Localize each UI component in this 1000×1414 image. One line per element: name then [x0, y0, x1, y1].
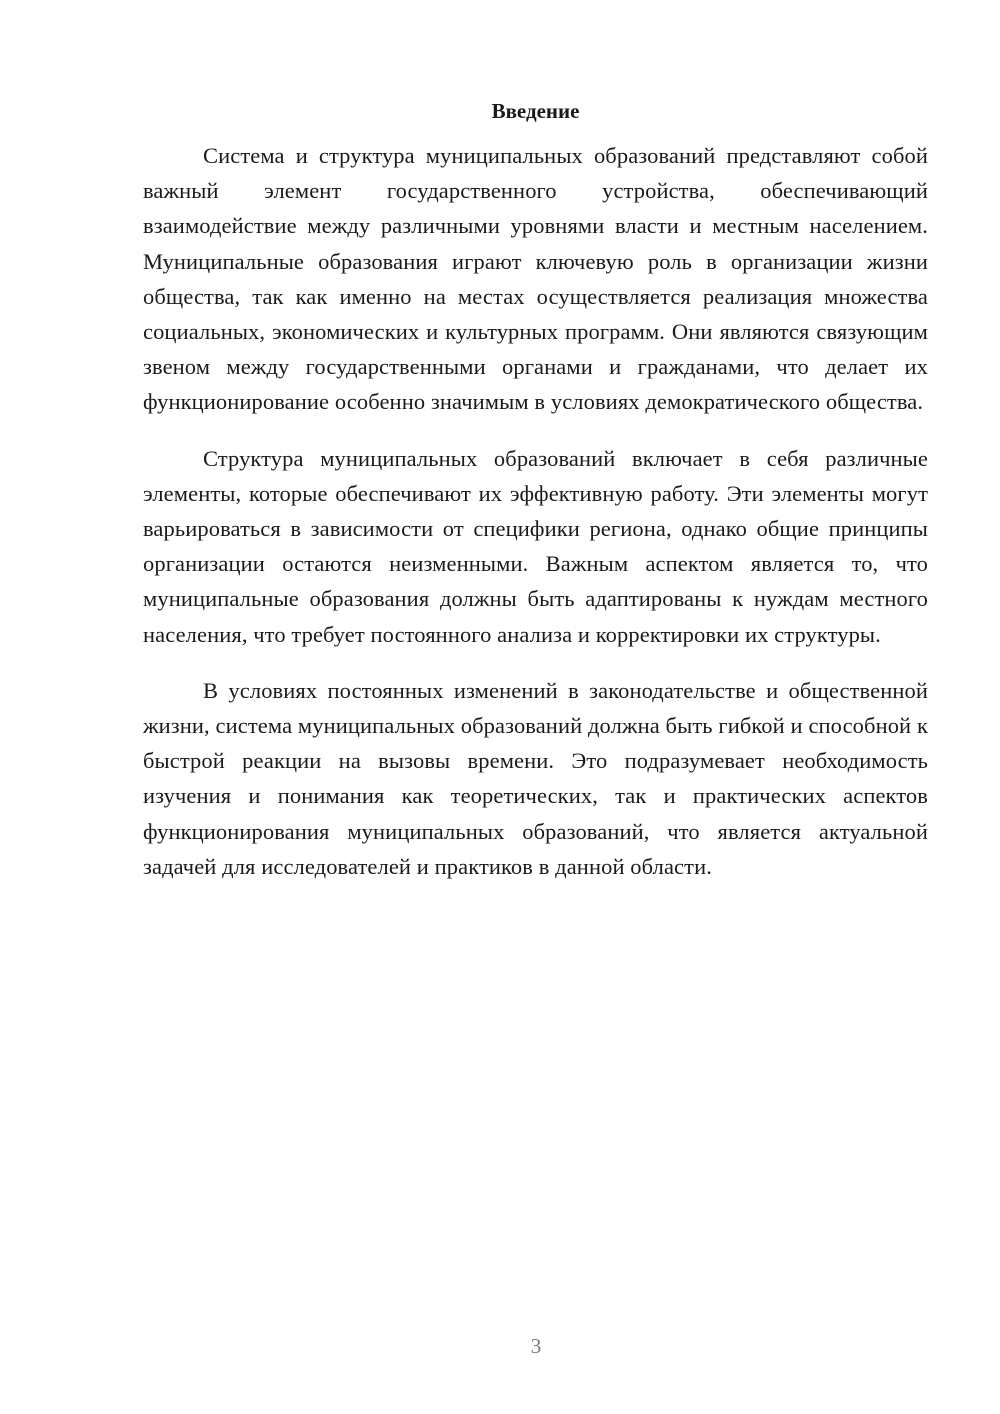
- page-number: 3: [530, 1334, 542, 1358]
- paragraph-2: Структура муниципальных образований включает в себя различные элементы, которые обеспечивают их эффективную работу. Эти элементы могут варьироваться в зависимости от специфики региона, однако общие принципы организации остаются неизменными. Важным аспектом является то, что муниципальные образования должны быть адаптированы к нуждам местного населения, что требует постоянного анализа и корректировки их структуры.: [143, 445, 928, 647]
- section-heading: Введение: [491, 99, 580, 123]
- paragraph-3: В условиях постоянных изменений в законодательстве и общественной жизни, система муниципальных образований должна быть гибкой и способной к быстрой реакции на вызовы времени. Это подразумевает необходимость изучения и понимания как теоретических, так и практических аспектов функционирования муниципальных образований, что является актуальной задачей для исследователей и практиков в данной области.: [143, 677, 928, 879]
- document-body: [143, 96, 928, 905]
- paragraph-1: Система и структура муниципальных образований представляют собой важный элемент государственного устройства, обеспечивающий взаимодействие между различными уровнями власти и местным населением. Муниципальные образования играют ключевую роль в организации жизни общества, так как именно на местах осуществляется реализация множества социальных, экономических и культурных программ. Они являются связующим звеном между государственными органами и гражданами, что делает их функционирование особенно значимым в условиях демократического общества.: [143, 143, 928, 415]
